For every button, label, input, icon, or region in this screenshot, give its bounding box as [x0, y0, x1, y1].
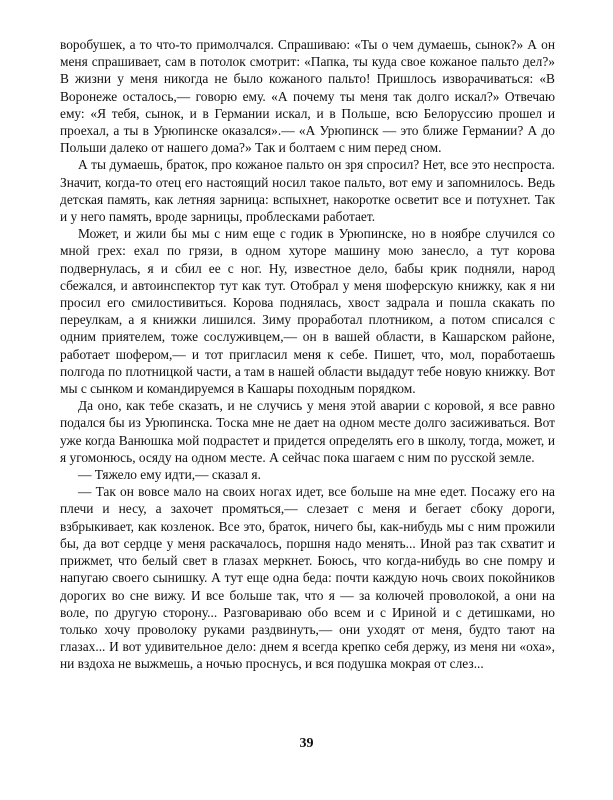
- dialogue-line: — Так он вовсе мало на своих ногах идет, все больше на мне едет. Посажу его на плечи и несу, а захочет промяться,— слезает с меня и бегает сбоку дороги, взбрыкивает, как козленок. Все это, браток, ничего бы, как-нибудь мы с ним прожили бы, да вот сердце у меня раскачалось, поршня надо менять... Иной раз так схватит и прижмет, что белый свет в глазах меркнет. Боюсь, что когда-нибудь во сне помру и напугаю своего сынишку. А тут еще одна беда: почти каждую ночь своих покойников дорогих во сне вижу. И все больше так, что я — за колючей проволокой, а они на воле, по другую сторону... Разговариваю обо всем и с Ириной и с детишками, но только хочу проволоку руками раздвинуть,— они уходят от меня, будто тают на глазах... И вот удивительное дело: днем я всегда крепко себя держу, из меня ни «оха», ни вздоха не выжмешь, а ночью проснусь, и вся подушка мокрая от слез...: [60, 484, 555, 672]
- paragraph: Да оно, как тебе сказать, и не случись у меня этой аварии с коровой, я все равно подался бы из Урюпинска. Тоска мне не дает на одном месте долго засиживаться. Вот уже когда Ванюшка мой подрастет и придется определять его в школу, тогда, может, и я угомонюсь, осяду на одном месте. А сейчас пока шагаем с ним по русской земле.: [60, 398, 555, 465]
- paragraph: Может, и жили бы мы с ним еще с годик в Урюпинске, но в ноябре случился со мной грех: ехал по грязи, в одном хуторе машину мою занесло, а тут корова подвернулась, я и сбил ее с ног. Ну, известное дело, бабы крик подняли, народ сбежался, и автоинспектор тут как тут. Отобрал у меня шоферскую книжку, как я ни просил его смилостивиться. Корова поднялась, хвост задрала и пошла скакать по переулкам, а я книжки лишился. Зиму проработал плотником, а потом списался с одним приятелем, тоже сослуживцем,— он в вашей области, в Кашарском районе, работает шофером,— и тот пригласил меня к себе. Пишет, что, мол, поработаешь полгода по плотницкой части, а там в нашей области выдадут тебе новую книжку. Вот мы с сынком и командируемся в Кашары походным порядком.: [60, 226, 555, 397]
- paragraph-continuation: воробушек, а то что-то примолчался. Спрашиваю: «Ты о чем думаешь, сынок?» А он меня спрашивает, сам в потолок смотрит: «Папка, ты куда свое кожаное пальто дел?» В жизни у меня никогда не было кожаного пальто! Пришлось изворачиваться: «В Воронеже осталось,— говорю ему. «А почему ты меня так долго искал?» Отвечаю ему: «Я тебя, сынок, и в Германии искал, и в Польше, всю Белоруссию прошел и проехал, а ты в Урюпинске оказался».— «А Урюпинск — это ближе Германии? А до Польши далеко от нашего дома?» Так и болтаем с ним перед сном.: [60, 37, 555, 156]
- page-number: 39: [299, 736, 314, 751]
- paragraph: А ты думаешь, браток, про кожаное пальто он зря спросил? Нет, все это неспроста. Значит, когда-то отец его настоящий носил такое пальто, вот ему и запомнилось. Ведь детская память, как летняя зарница: вспыхнет, накоротке осветит все и потухнет. Так и у него память, вроде зарницы, проблесками работает.: [60, 157, 555, 225]
- book-page-text: [60, 36, 555, 736]
- dialogue-line: — Тяжело ему идти,— сказал я.: [78, 467, 261, 483]
